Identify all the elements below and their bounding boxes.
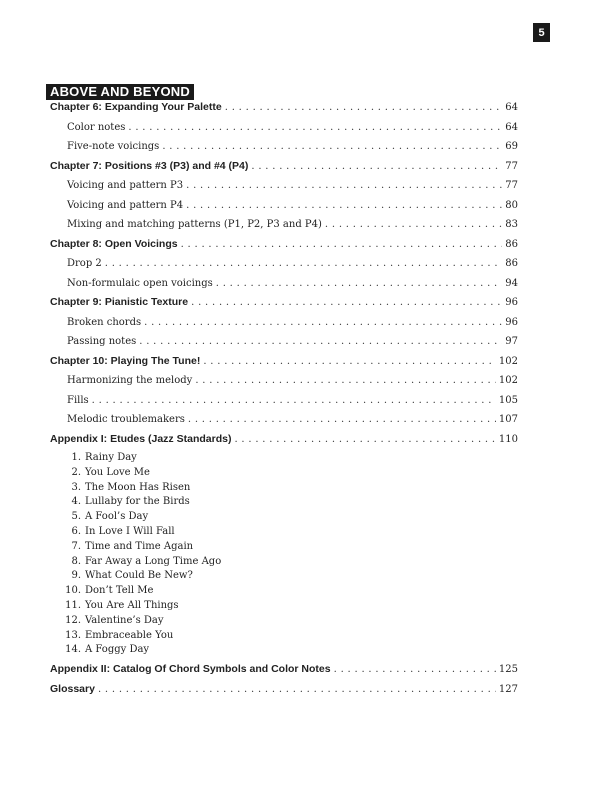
dot-leader xyxy=(186,196,502,216)
entry-title: Drop 2 xyxy=(67,258,102,269)
table-of-contents xyxy=(50,98,518,699)
entry-page: 96 xyxy=(505,316,518,328)
entry-title: Broken chords xyxy=(67,316,142,328)
etude-number: 6. xyxy=(71,525,81,537)
etude-number: 2. xyxy=(71,466,81,478)
etude-number: 14. xyxy=(65,644,81,656)
entry-title: Chapter 6: Expanding Your Palette xyxy=(50,101,222,113)
etude-title: Valentine’s Day xyxy=(85,614,164,626)
dot-leader xyxy=(216,274,503,294)
toc-subentry[interactable] xyxy=(50,274,518,294)
etude-item[interactable] xyxy=(50,540,518,555)
toc-chapter-entry[interactable] xyxy=(50,293,518,313)
dot-leader xyxy=(325,215,502,235)
dot-leader xyxy=(188,410,496,430)
etude-item[interactable] xyxy=(50,643,518,658)
etude-number: 10. xyxy=(65,585,81,597)
toc-chapter-entry[interactable] xyxy=(50,157,518,177)
etude-title: The Moon Has Risen xyxy=(85,481,191,493)
entry-title: Passing notes xyxy=(67,336,137,347)
entry-title: Fills xyxy=(67,394,89,406)
entry-title: Melodic troublemakers xyxy=(67,414,185,425)
entry-page: 105 xyxy=(498,394,518,406)
etude-item[interactable] xyxy=(50,629,518,644)
etude-number: 12. xyxy=(65,614,81,626)
etude-title: Time and Time Again xyxy=(85,540,194,552)
entry-title: Non-formulaic open voicings xyxy=(67,277,213,289)
toc-trailing-entries xyxy=(50,660,518,699)
entry-title: Chapter 7: Positions #3 (P3) and #4 (P4) xyxy=(50,159,249,172)
toc-subentry[interactable] xyxy=(50,215,518,235)
toc-chapter-entry[interactable] xyxy=(50,98,518,118)
toc-chapter-entry[interactable] xyxy=(50,430,518,450)
entry-page: 69 xyxy=(505,141,518,152)
entry-page: 127 xyxy=(498,683,518,695)
etude-number: 9. xyxy=(71,570,81,582)
etude-number: 3. xyxy=(71,481,81,493)
toc-subentry[interactable] xyxy=(50,410,518,430)
entry-page: 86 xyxy=(505,258,518,269)
dot-leader xyxy=(92,391,496,411)
entry-title: Chapter 10: Playing The Tune! xyxy=(50,354,201,367)
entry-title: Five-note voicings xyxy=(67,141,160,152)
toc-subentry[interactable] xyxy=(50,313,518,333)
entry-page: 94 xyxy=(505,277,518,289)
etude-title: Embraceable You xyxy=(85,629,174,641)
etude-title: Don’t Tell Me xyxy=(85,585,154,597)
etude-title: A Fool’s Day xyxy=(85,511,149,523)
dot-leader xyxy=(195,371,496,391)
entry-title: Appendix II: Catalog Of Chord Symbols and Color Notes xyxy=(50,663,331,676)
entry-title: Voicing and pattern P3 xyxy=(67,180,184,191)
etude-number: 4. xyxy=(71,496,81,508)
etude-number: 1. xyxy=(71,452,81,463)
section-title: ABOVE AND BEYOND xyxy=(46,84,194,100)
entry-page: 80 xyxy=(505,199,518,211)
entry-title: Glossary xyxy=(50,682,95,695)
toc-chapter-entry[interactable] xyxy=(50,235,518,255)
toc-entries xyxy=(50,98,518,449)
entry-page: 64 xyxy=(505,121,518,133)
dot-leader xyxy=(181,235,503,255)
entry-title: Appendix I: Etudes (Jazz Standards) xyxy=(50,432,232,445)
etude-item[interactable] xyxy=(50,510,518,525)
etude-title: Far Away a Long Time Ago xyxy=(85,555,222,567)
entry-title: Color notes xyxy=(67,121,126,133)
dot-leader xyxy=(105,254,503,274)
entry-page: 110 xyxy=(498,433,518,445)
etude-title: Rainy Day xyxy=(85,452,137,463)
etude-title: A Foggy Day xyxy=(85,644,150,656)
toc-subentry[interactable] xyxy=(50,371,518,391)
etude-title: What Could Be New? xyxy=(85,570,193,582)
etude-number: 5. xyxy=(71,511,81,523)
entry-page: 96 xyxy=(505,297,518,308)
entry-title: Mixing and matching patterns (P1, P2, P3 and P4) xyxy=(67,219,322,230)
toc-subentry[interactable] xyxy=(50,118,518,138)
entry-page: 64 xyxy=(505,102,518,113)
dot-leader xyxy=(203,352,496,372)
toc-subentry[interactable] xyxy=(50,254,518,274)
toc-chapter-entry[interactable] xyxy=(50,352,518,372)
etude-item[interactable] xyxy=(50,525,518,540)
etude-item[interactable] xyxy=(50,584,518,599)
toc-subentry[interactable] xyxy=(50,176,518,196)
etude-number: 8. xyxy=(71,555,81,567)
entry-page: 77 xyxy=(505,160,518,172)
dot-leader xyxy=(162,137,502,157)
etude-list xyxy=(50,449,518,660)
dot-leader xyxy=(234,430,495,450)
entry-page: 102 xyxy=(498,375,518,386)
etude-title: You Love Me xyxy=(85,466,150,478)
etude-item[interactable] xyxy=(50,495,518,510)
entry-page: 83 xyxy=(505,219,518,230)
dot-leader xyxy=(98,680,496,700)
etude-number: 7. xyxy=(71,540,81,552)
etude-item[interactable] xyxy=(50,466,518,481)
toc-subentry[interactable] xyxy=(50,137,518,157)
etude-item[interactable] xyxy=(50,569,518,584)
dot-leader xyxy=(251,157,502,177)
entry-page: 102 xyxy=(498,355,518,367)
dot-leader xyxy=(225,98,503,118)
entry-page: 125 xyxy=(498,664,518,676)
dot-leader xyxy=(191,293,502,313)
etude-item[interactable] xyxy=(50,481,518,496)
dot-leader xyxy=(144,313,502,333)
entry-page: 77 xyxy=(505,180,518,191)
etude-title: In Love I Will Fall xyxy=(85,525,175,537)
toc-chapter-entry[interactable] xyxy=(50,680,518,700)
entry-page: 86 xyxy=(505,238,518,250)
entry-title: Chapter 8: Open Voicings xyxy=(50,237,178,250)
etude-item[interactable] xyxy=(50,555,518,570)
page-number: 5 xyxy=(533,23,550,42)
dot-leader xyxy=(334,660,496,680)
toc-subentry[interactable] xyxy=(50,332,518,352)
toc-subentry[interactable] xyxy=(50,196,518,216)
dot-leader xyxy=(139,332,502,352)
etude-number: 11. xyxy=(65,599,81,611)
entry-title: Harmonizing the melody xyxy=(67,375,193,386)
etude-title: Lullaby for the Birds xyxy=(85,496,190,508)
entry-page: 97 xyxy=(505,336,518,347)
toc-chapter-entry[interactable] xyxy=(50,660,518,680)
etude-item[interactable] xyxy=(50,599,518,614)
etude-number: 13. xyxy=(65,629,81,641)
etude-item[interactable] xyxy=(50,451,518,466)
etude-item[interactable] xyxy=(50,614,518,629)
dot-leader xyxy=(128,118,502,138)
entry-title: Chapter 9: Pianistic Texture xyxy=(50,296,189,308)
etude-title: You Are All Things xyxy=(85,599,179,611)
toc-subentry[interactable] xyxy=(50,391,518,411)
dot-leader xyxy=(186,176,502,196)
entry-page: 107 xyxy=(498,414,518,425)
entry-title: Voicing and pattern P4 xyxy=(67,199,184,211)
